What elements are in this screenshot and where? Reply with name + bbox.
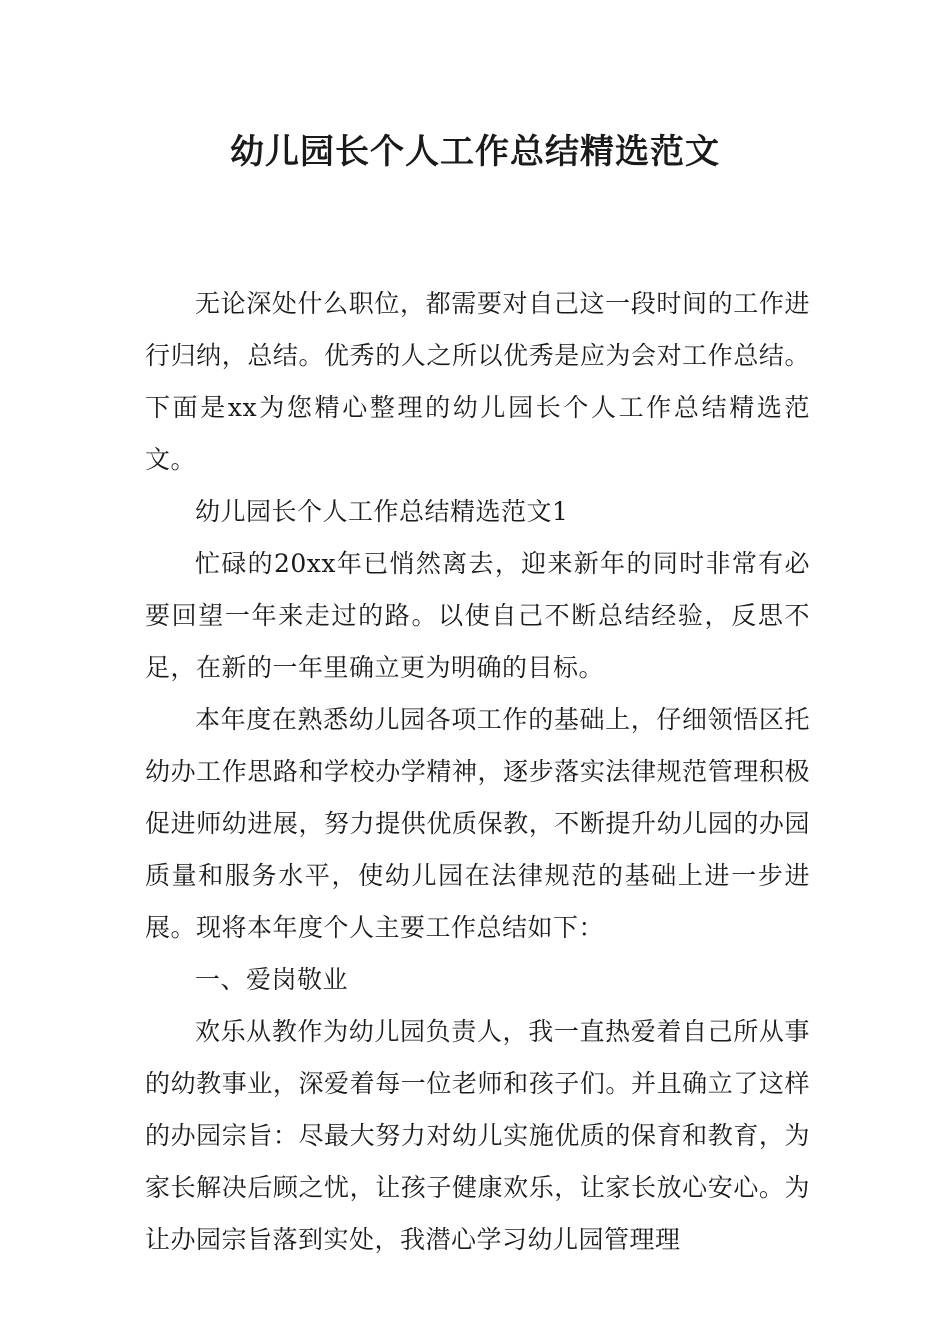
paragraph-year-review: 忙碌的20xx年已悄然离去，迎来新年的同时非常有必要回望一年来走过的路。以使自己不断总结经验，反思不足，在新的一年里确立更为明确的目标。	[145, 549, 810, 682]
paragraph-dedication: 欢乐从教作为幼儿园负责人，我一直热爱着自己所从事的幼教事业，深爱着每一位老师和孩子们。并且确立了这样的办园宗旨：尽最大努力对幼儿实施优质的保育和教育，为家长解决后顾之忧，让孩子健康欢乐，让家长放心安心。为让办园宗旨落到实处，我潜心学习幼儿园管理理	[145, 1017, 810, 1254]
paragraph-intro: 无论深处什么职位，都需要对自己这一段时间的工作进行归纳，总结。优秀的人之所以优秀是应为会对工作总结。下面是xx为您精心整理的幼儿园长个人工作总结精选范文。	[145, 289, 810, 474]
document-title: 幼儿园长个人工作总结精选范文	[230, 132, 720, 172]
paragraph-annual-work: 本年度在熟悉幼儿园各项工作的基础上，仔细领悟区托幼办工作思路和学校办学精神，逐步落实法律规范管理积极促进师幼进展，努力提供优质保教，不断提升幼儿园的办园质量和服务水平，使幼儿园在法律规范的基础上进一步进展。现将本年度个人主要工作总结如下：	[145, 705, 810, 942]
section-heading-1: 幼儿园长个人工作总结精选范文1	[195, 497, 569, 526]
document-body	[145, 278, 810, 1266]
subheading-dedication: 一、爱岗敬业	[195, 965, 349, 994]
